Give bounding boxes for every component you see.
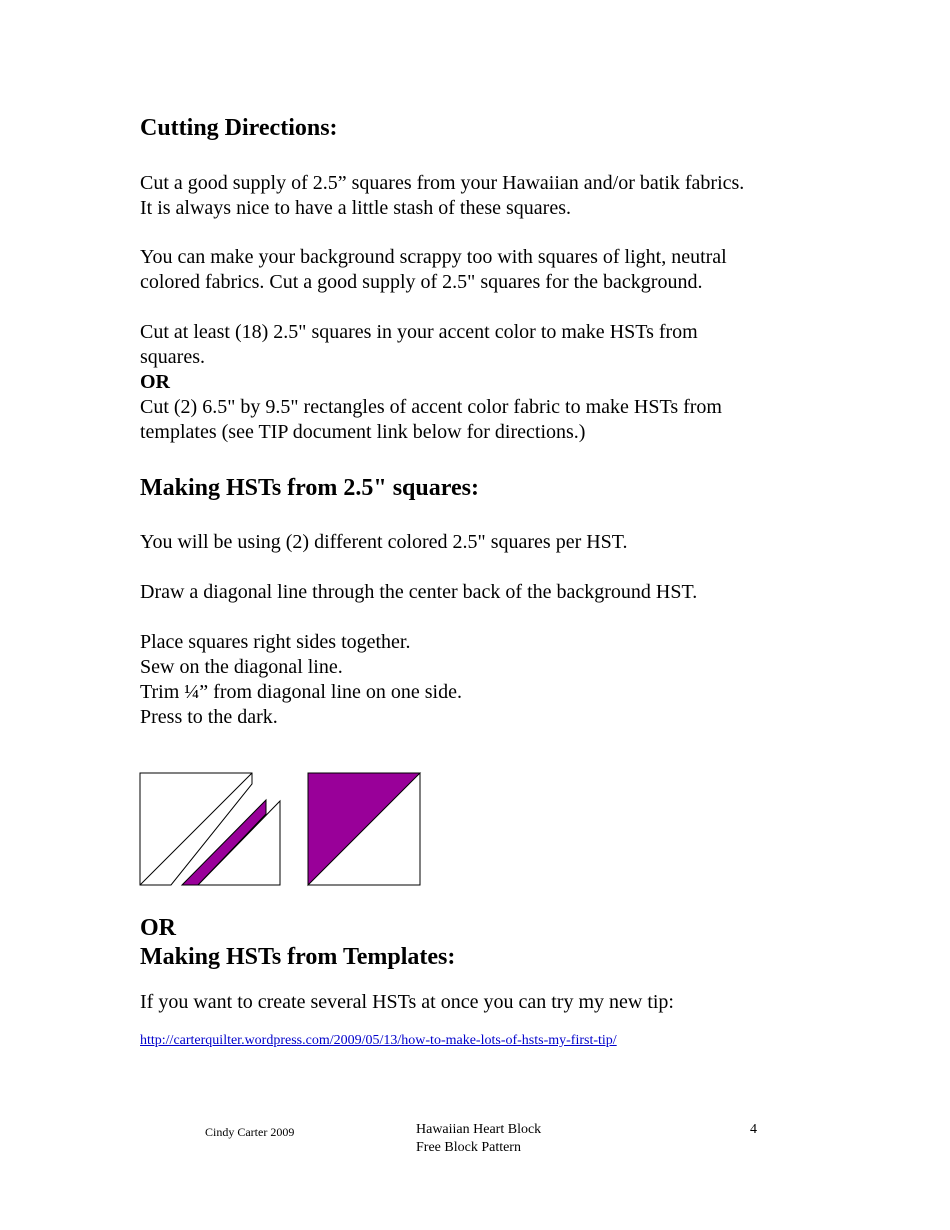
tip-link[interactable]: http://carterquilter.wordpress.com/2009/05/13/how-to-make-lots-of-hsts-my-first-tip/ bbox=[140, 1033, 617, 1048]
cutting-paragraph-3: Cut at least (18) 2.5" squares in your accent color to make HSTs from squares. OR Cut (2) 6.5" by 9.5" rectangles of accent color fabric to make HSTs from templates (see TIP document link below for directions.) bbox=[140, 321, 722, 443]
cutting-paragraph-2: You can make your background scrappy too with squares of light, neutral colored fabrics. Cut a good supply of 2.5" squares for the background. bbox=[140, 246, 727, 293]
footer-title: Hawaiian Heart Block Free Block Pattern bbox=[416, 1122, 542, 1155]
squares-paragraph-1: You will be using (2) different colored 2.5" squares per HST. bbox=[140, 531, 628, 553]
step-item: Sew on the diagonal line. bbox=[140, 656, 343, 678]
squares-heading: Making HSTs from 2.5" squares: bbox=[140, 475, 479, 501]
squares-steps bbox=[140, 630, 462, 730]
cutting-or: OR bbox=[140, 371, 170, 393]
cutting-paragraph-1: Cut a good supply of 2.5” squares from your Hawaiian and/or batik fabrics. It is always nice to have a little stash of these squares. bbox=[140, 172, 745, 219]
step-item: Trim ¼” from diagonal line on one side. bbox=[140, 681, 462, 703]
templates-or: OR bbox=[140, 915, 176, 941]
hst-diagram bbox=[138, 770, 424, 888]
cutting-heading: Cutting Directions: bbox=[140, 115, 338, 141]
step-item: Press to the dark. bbox=[140, 706, 278, 728]
page-number: 4 bbox=[750, 1122, 757, 1137]
footer-author: Cindy Carter 2009 bbox=[205, 1125, 295, 1139]
templates-heading: Making HSTs from Templates: bbox=[140, 944, 456, 970]
squares-paragraph-2: Draw a diagonal line through the center back of the background HST. bbox=[140, 581, 698, 603]
templates-paragraph: If you want to create several HSTs at once you can try my new tip: bbox=[140, 991, 674, 1013]
step-item: Place squares right sides together. bbox=[140, 631, 411, 653]
